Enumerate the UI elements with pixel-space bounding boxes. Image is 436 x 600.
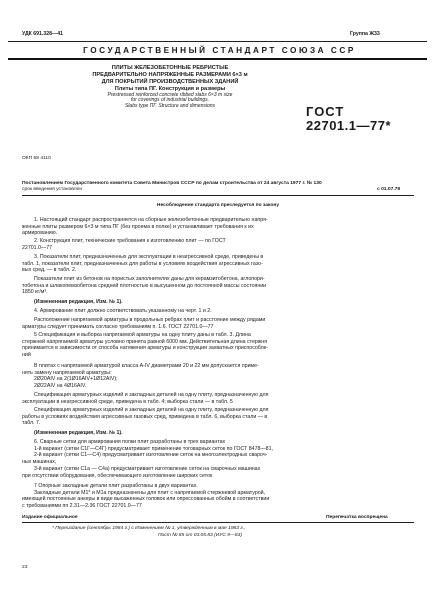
amendment-note: [22, 299, 412, 306]
paragraph-5d: [22, 407, 412, 427]
text-line: табл. 7.: [22, 420, 41, 427]
decree-line: Постановлением Государственного комитета Совета Министров СССР по делам строительства от 24 августа 1977 г. № 130: [22, 181, 322, 186]
paragraph-5c: [22, 392, 412, 405]
text-line: 3-й вариант (сетки C1a — C4a) предусматривает изготовление сеток на сварочных машинах: [34, 465, 261, 472]
text-line: 1850 кг/м³.: [22, 289, 48, 296]
official-edition: Издание официальное: [22, 515, 78, 520]
paragraph-1: [22, 217, 412, 237]
decree-line: срок введения установлен: [22, 187, 83, 192]
text-line: стержней напрягаемой арматуры условно принята равной 6000 мм. Действительная длина стержня: [22, 338, 268, 345]
title-ru-line: ДЛЯ ПОКРЫТИЙ ПРОИЗВОДСТВЕННЫХ ЗДАНИЙ: [101, 78, 239, 85]
reprint-note: * Переиздание (сентябрь 1984 г.) с Изменением № 1, утвержденным в мае 1983 г.,: [52, 526, 246, 531]
reprint-prohibited: Перепечатка воспрещена: [326, 515, 388, 520]
text-line: Спецификация арматурных изделий и закладных деталей на одну плиту, предназначенную для: [34, 392, 269, 398]
paragraph-7: [22, 483, 412, 510]
text-line: работы в условиях воздействия агрессивных газовых сред, приведена в табл. 6, выборка стали — в: [22, 413, 268, 420]
text-line: 2. Конструкция плит, технические требования к изготовлению плит — по ГОСТ: [34, 238, 226, 244]
amendment-note: [22, 430, 412, 437]
header-rule-top: [8, 41, 427, 42]
text-line: нять замену напрягаемой арматуры:: [22, 369, 112, 376]
text-line: при отсутствии оборудования, обеспечивающего изготовление широких сеток: [22, 472, 213, 479]
text-line: Показатели плит из бетонов на пористых заполнителях даны для керамзитобетона, аглопори-: [34, 276, 265, 282]
reprint-note: Пост № 85 от 03.05.83 (ИУС 9—83): [158, 533, 242, 538]
title-ru-line: ПЛИТЫ ЖЕЛЕЗОБЕТОННЫЕ РЕБРИСТЫЕ: [111, 65, 229, 71]
text-line: 2-й вариант (сетки C1—C4) предусматривает изготовление сеток на многоэлектродных свароч-: [34, 452, 268, 459]
text-line: ных машинах,: [22, 459, 57, 466]
okp-code: ОКП 58 4110: [22, 156, 51, 161]
text-line: имеющей постоянные анкеры в виде высаженных головок или опрессованных обойм в соответствии: [22, 496, 270, 503]
paragraph-5: [22, 332, 412, 359]
text-line: женные плиты размером 6×3 м типа ПГ (без проема в полке) и устанавливает требования к их: [22, 223, 254, 230]
text-line: вых сред, — в табл. 2.: [22, 267, 77, 274]
text-line: 22701.0—77: [22, 244, 53, 251]
law-notice: Несоблюдение стандарта преследуется по закону: [156, 203, 280, 208]
text-line: 3. Показатели плит, предназначенных для эксплуатации в неагрессивной среде, приведены в: [34, 254, 264, 260]
text-line: с требованиями пп 2.31—2.36 ГОСТ 22701.0—77: [22, 503, 142, 510]
paragraph-3b: [22, 276, 412, 296]
text-line: В плитах с напрягаемой арматурой класса A-IV диаметрами 20 и 22 мм допускается приме-: [34, 363, 259, 369]
title-block: [60, 65, 280, 109]
title-ru-line: Плиты типа ПГ. Конструкция и размеры: [114, 85, 226, 92]
text-line: 4. Армирование плит должно соответствовать указанному на черт. 1 и 2.: [34, 308, 212, 314]
decree-rule: [22, 195, 414, 196]
gost-number: 22701.1—77*: [306, 118, 392, 133]
text-line: (Измененная редакция, Изм. № 1).: [34, 299, 123, 305]
text-line: Спецификация арматурных изделий и закладных деталей на одну плиту, предназначенную для: [34, 407, 269, 413]
standard-banner: ГОСУДАРСТВЕННЫЙ СТАНДАРТ СОЮЗА ССР: [83, 46, 356, 55]
group-code: Группа Ж33: [350, 31, 380, 37]
text-line: табл. 1, показатели плит, предназначенных для работы в условиях воздействия агрессивных газо-: [22, 260, 263, 267]
paragraph-6: [22, 439, 412, 479]
paragraph-4b: [22, 317, 412, 330]
title-en-line: for coverings of industrial buildings.: [130, 97, 210, 104]
title-ru-line: ПРЕДВАРИТЕЛЬНО НАПРЯЖЕННЫЕ РАЗМЕРАМИ 6×3 м: [92, 71, 248, 78]
text-line: эксплуатации в неагрессивной среде, приведена в табл. 4; выборка стали — в табл. 5: [22, 398, 233, 405]
text-line: 1. Настоящий стандарт распространяется на сборные железобетонные предварительно напря-: [34, 217, 268, 223]
title-en-line: Slabs type ПГ. Structure and dimensions: [124, 102, 216, 109]
text-line: Закладные детали M1* и M1а предназначены для плит с напрягаемой стержневой арматурой,: [34, 489, 266, 496]
text-line: арматуры следует принимать согласно требованиям п. 1.6. ГОСТ 22701.0—77: [22, 323, 214, 330]
udc-code: УДК 691.328—41: [22, 31, 63, 37]
text-line: Расположение напрягаемой арматуры в продольных ребрах плит и расстояние между рядами: [34, 317, 266, 323]
text-line: 6. Сварные сетки для армирования полки плит разработаны в трех вариантах: [34, 439, 226, 445]
text-line: 1-й вариант (сетки C1Г—C4Г) предусматривает применение тоговарных сеток по ГОСТ 8478—81,: [34, 445, 273, 452]
paragraph-2: [22, 238, 412, 251]
text-line: принимается в зависимости от способа натяжения арматуры и конструкции захватных приспособле-: [22, 345, 269, 352]
text-line: 5 Спецификация и выборка напрягаемой арматуры на одну плиту даны в табл. 3. Длина: [34, 332, 251, 338]
text-line: 7 Опорные закладные детали плит разработаны в двух вариантах.: [34, 483, 198, 489]
paragraph-3: [22, 254, 412, 274]
text-line: ний: [22, 352, 31, 359]
text-line: 2Ø20AIV на 2(1Ø16AIV+1Ø12AIV);: [34, 376, 118, 383]
text-line: армированию.: [22, 230, 58, 237]
page-number: 23: [22, 565, 28, 570]
gost-label: ГОСТ: [306, 104, 345, 119]
text-line: (Измененная редакция, Изм. № 1).: [34, 430, 123, 436]
header-rule-bottom: [8, 58, 427, 60]
paragraph-4: [22, 308, 412, 315]
title-en-line: Prestressed reinforced concrete ribbed slabs 6×3 m size: [107, 91, 233, 98]
footer-rule: [22, 522, 414, 523]
text-line: 2Ø22AIV на 4Ø16AIV.: [34, 383, 87, 390]
text-line: тобетона и шлакопемзобетона средней плотностью в высушенном до постоянной массы состоянии: [22, 282, 267, 289]
decree-date: с 01.07.78: [377, 187, 401, 192]
paragraph-5b: [22, 363, 412, 390]
